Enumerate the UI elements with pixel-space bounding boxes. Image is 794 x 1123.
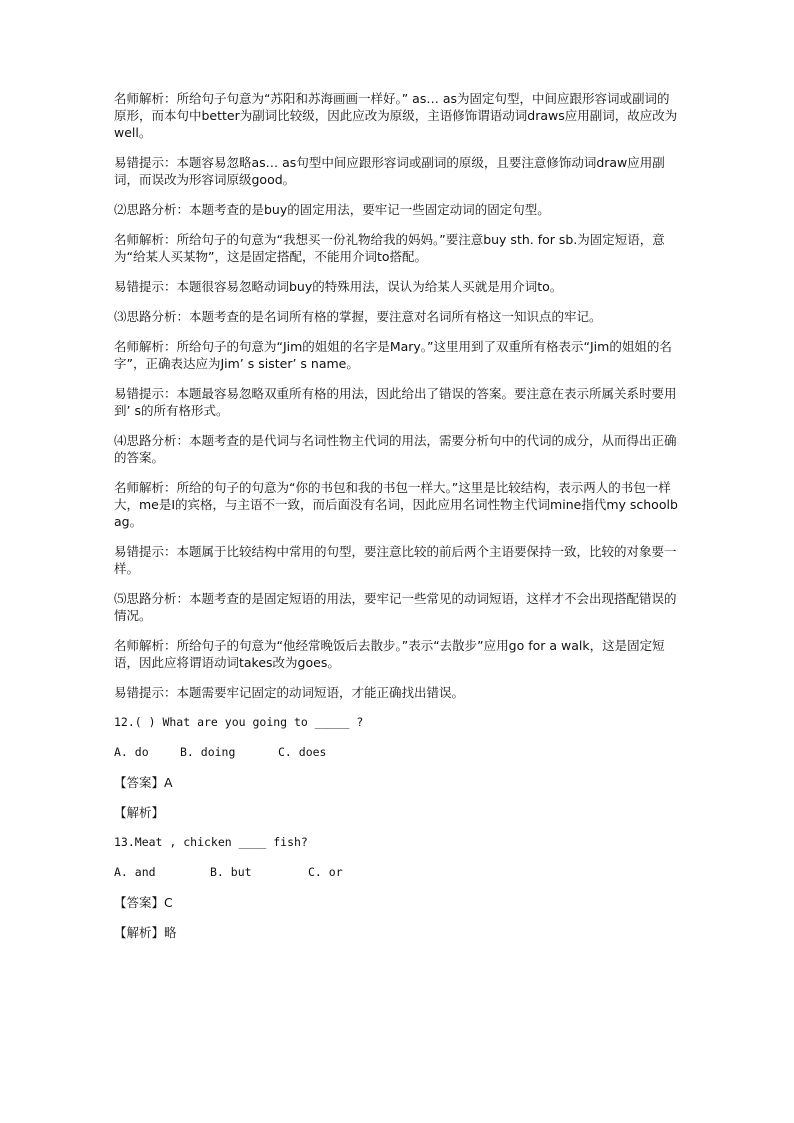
- option-c: C. does: [278, 745, 327, 759]
- option-b: B. doing: [180, 745, 236, 759]
- question-12-stem: 12.( ) What are you going to _____ ?: [114, 715, 364, 729]
- analysis-paragraph: ⑷思路分析：本题考查的是代词与名词性物主代词的用法，需要分析句中的代词的成分，从而得出正确的答案。: [114, 433, 677, 465]
- tip-paragraph: 易错提示：本题很容易忽略动词buy的特殊用法，误认为给某人买就是用介词to。: [114, 279, 563, 294]
- tip-paragraph: 易错提示：本题最容易忽略双重所有格的用法，因此给出了错误的答案。要注意在表示所属关系时要用到’ s的所有格形式。: [114, 386, 677, 418]
- tip-paragraph: 易错提示：本题属于比较结构中常用的句型，要注意比较的前后两个主语要保持一致，比较的对象要一样。: [114, 544, 677, 576]
- explanation-paragraph: 名师解析：所给句子句意为“苏阳和苏海画画一样好。” as… as为固定句型，中间应跟形容词或副词的原形，而本句中better为副词比较级，因此应改为原级，主语修饰谓语动词draws应用副词，故应改为well。: [114, 91, 678, 140]
- question-13-answer: 【答案】C: [114, 895, 173, 910]
- option-a: A. and: [114, 865, 156, 879]
- explanation-paragraph: 名师解析：所给句子的句意为“Jim的姐姐的名字是Mary。”这里用到了双重所有格表示“Jim的姐姐的名字”，正确表达应为Jim’ s sister’ s name。: [114, 339, 672, 371]
- tip-paragraph: 易错提示：本题容易忽略as… as句型中间应跟形容词或副词的原级，且要注意修饰动词draw应用副词，而误改为形容词原级good。: [114, 155, 665, 187]
- question-12-analysis: 【解析】: [114, 805, 165, 820]
- document-page: [114, 90, 680, 954]
- analysis-paragraph: ⑸思路分析：本题考查的是固定短语的用法，要牢记一些常见的动词短语，这样才不会出现搭配错误的情况。: [114, 591, 677, 623]
- question-13-stem: 13.Meat , chicken ____ fish?: [114, 835, 308, 849]
- question-12-options: [114, 744, 680, 761]
- explanation-paragraph: 名师解析：所给句子的句意为“他经常晚饭后去散步。”表示“去散步”应用go for a walk，这是固定短语，因此应将谓语动词takes改为goes。: [114, 638, 665, 670]
- question-12-answer: 【答案】A: [114, 775, 173, 790]
- explanation-paragraph: 名师解析：所给句子的句意为“我想买一份礼物给我的妈妈。”要注意buy sth. for sb.为固定短语，意为“给某人买某物”，这是固定搭配，不能用介词to搭配。: [114, 232, 665, 264]
- tip-paragraph: 易错提示：本题需要牢记固定的动词短语，才能正确找出错误。: [114, 685, 465, 700]
- question-13-options: [114, 864, 680, 881]
- explanation-paragraph: 名师解析：所给的句子的句意为“你的书包和我的书包一样大。”这里是比较结构，表示两人的书包一样大，me是I的宾格，与主语不一致，而后面没有名词，因此应用名词性物主代词mine指代my schoolbag。: [114, 480, 678, 529]
- analysis-paragraph: ⑶思路分析：本题考查的是名词所有格的掌握，要注意对名词所有格这一知识点的牢记。: [114, 309, 602, 324]
- analysis-paragraph: ⑵思路分析：本题考查的是buy的固定用法，要牢记一些固定动词的固定句型。: [114, 202, 550, 217]
- question-13-analysis: 【解析】略: [114, 925, 177, 940]
- option-b: B. but: [210, 865, 252, 879]
- option-a: A. do: [114, 745, 149, 759]
- option-c: C. or: [308, 865, 343, 879]
